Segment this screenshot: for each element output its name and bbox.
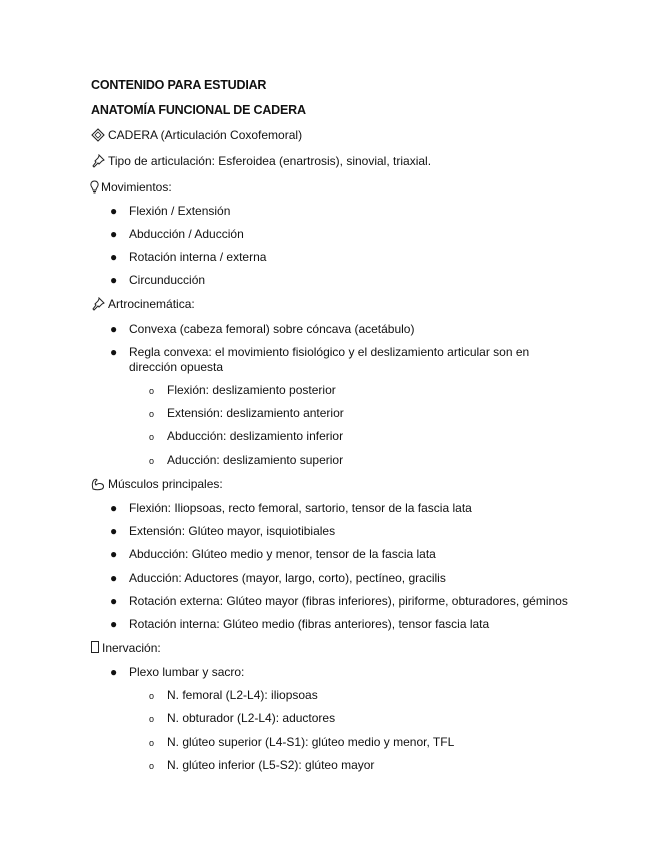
sub-bullet: o: [149, 714, 155, 724]
bullet-dot: ●: [110, 322, 118, 336]
sub-list-item: N. glúteo inferior (L5-S2): glúteo mayor: [167, 758, 375, 772]
cadera-line: [91, 128, 302, 142]
musculos-line: [91, 477, 223, 491]
musculos-text: Músculos principales:: [108, 477, 223, 491]
list-item: Regla convexa: el movimiento fisiológico y el deslizamiento articular son en dirección opuesta: [129, 345, 530, 374]
sub-list-item: Flexión: deslizamiento posterior: [167, 383, 336, 397]
movimientos-line: [89, 180, 172, 194]
sub-bullet: o: [149, 386, 155, 396]
bullet-dot: ●: [110, 501, 118, 515]
list-item: Rotación interna / externa: [129, 250, 267, 264]
sub-list-item: N. obturador (L2-L4): aductores: [167, 711, 336, 725]
artro-line: [91, 297, 195, 311]
bullet-dot: ●: [110, 571, 118, 585]
bullet-dot: ●: [110, 204, 118, 218]
list-item: Flexión: Iliopsoas, recto femoral, sartorio, tensor de la fascia lata: [129, 501, 472, 515]
sub-list-item: N. glúteo superior (L4-S1): glúteo medio y menor, TFL: [167, 735, 455, 749]
sub-list-item: N. femoral (L2-L4): iliopsoas: [167, 688, 318, 702]
diamond-icon: [91, 128, 105, 142]
bullet-dot: ●: [110, 250, 118, 264]
list-item: Abducción / Aducción: [129, 227, 244, 241]
tipo-text: Tipo de articulación: Esferoidea (enartrosis), sinovial, triaxial.: [108, 154, 432, 168]
inervacion-text: Inervación:: [102, 641, 161, 655]
sub-list-item: Abducción: deslizamiento inferior: [167, 429, 344, 443]
inervacion-line: [91, 641, 161, 655]
list-item: Circunducción: [129, 273, 206, 287]
bullet-dot: ●: [110, 665, 118, 679]
tipo-line: [91, 154, 431, 168]
bullet-dot: ●: [110, 547, 118, 561]
list-item: Extensión: Glúteo mayor, isquiotibiales: [129, 524, 336, 538]
sub-bullet: o: [149, 738, 155, 748]
sub-bullet: o: [149, 432, 155, 442]
sub-bullet: o: [149, 409, 155, 419]
pushpin-icon: [91, 154, 105, 168]
list-item: Rotación interna: Glúteo medio (fibras anteriores), tensor fascia lata: [129, 617, 490, 631]
flexed-biceps-icon: [91, 477, 105, 491]
bullet-dot: ●: [110, 227, 118, 241]
sub-bullet: o: [149, 691, 155, 701]
cadera-text: CADERA (Articulación Coxofemoral): [108, 128, 303, 142]
list-item: Convexa (cabeza femoral) sobre cóncava (acetábulo): [129, 322, 415, 336]
list-item: Abducción: Glúteo medio y menor, tensor de la fascia lata: [129, 547, 436, 561]
list-item: Aducción: Aductores (mayor, largo, corto), pectíneo, gracilis: [129, 571, 446, 585]
sub-bullet: o: [149, 456, 155, 466]
missing-glyph-icon: [91, 641, 99, 653]
list-item: Rotación externa: Glúteo mayor (fibras inferiores), piriforme, obturadores, géminos: [129, 594, 568, 608]
bullet-dot: ●: [110, 273, 118, 287]
document-title: CONTENIDO PARA ESTUDIAR: [91, 78, 267, 92]
lightbulb-icon: [89, 180, 100, 194]
bullet-dot: ●: [110, 617, 118, 631]
list-item: Plexo lumbar y sacro:: [129, 665, 245, 679]
artro-text: Artrocinemática:: [108, 297, 195, 311]
bullet-dot: ●: [110, 594, 118, 608]
sub-list-item: Aducción: deslizamiento superior: [167, 453, 344, 467]
pushpin-icon: [91, 297, 105, 311]
sub-bullet: o: [149, 761, 155, 771]
bullet-dot: ●: [110, 345, 118, 359]
section-title: ANATOMÍA FUNCIONAL DE CADERA: [91, 103, 306, 117]
movimientos-text: Movimientos:: [101, 180, 172, 194]
list-item: Flexión / Extensión: [129, 204, 231, 218]
sub-list-item: Extensión: deslizamiento anterior: [167, 406, 344, 420]
bullet-dot: ●: [110, 524, 118, 538]
